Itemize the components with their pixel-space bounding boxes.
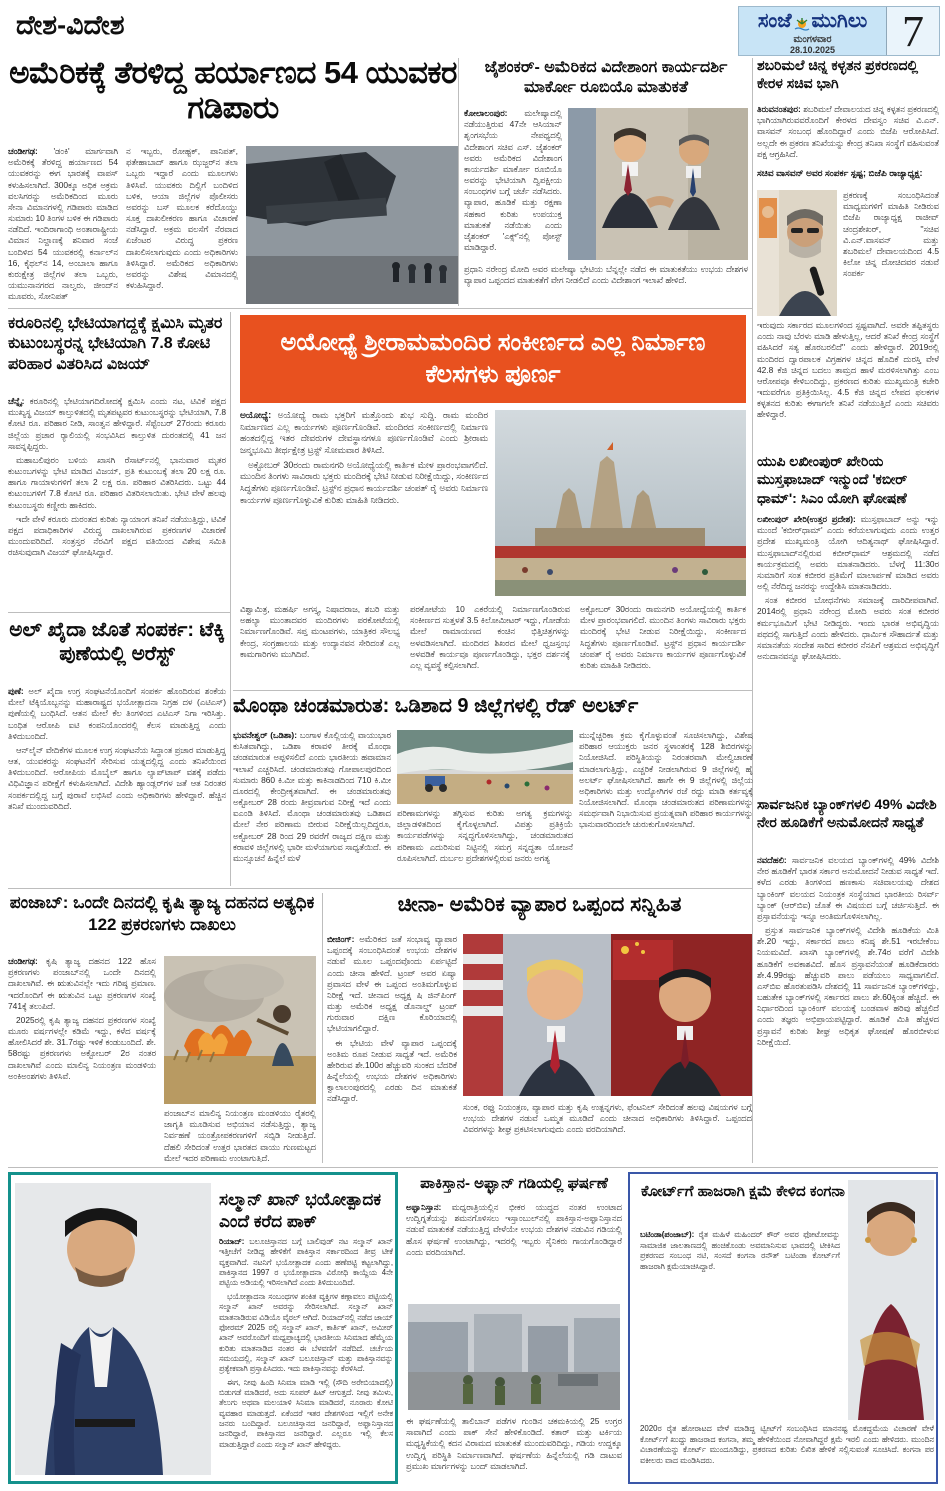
masthead bbox=[738, 6, 940, 56]
article-jaishankar-headline: ಜೈಶಂಕರ್- ಅಮೆರಿಕದ ವಿದೇಶಾಂಗ ಕಾರ್ಯದರ್ಶಿ ಮಾರ್ಕೋ ರೂಬಿಯೊ ಮಾತುಕತೆ bbox=[484, 59, 728, 97]
stubble-burning-photo bbox=[164, 956, 316, 1104]
article-kabir bbox=[757, 452, 939, 792]
article-ayodhya-body4: ಪರಕೋಟೆಯ 10 ಎಕರೆಯಲ್ಲಿ ನಿರ್ಮಾಣಗೊಂಡಿರುವ ಸಂಕೀರ್ಣದ ಸುತ್ತಳತೆ 3.5 ಕಿಲೋಮೀಟರ್ ಇದ್ದು, ಗೋಡೆಯ ಮೇಲೆ ರಾಮಾಯಣದ ಕಂಚಿನ ಭಿತ್ತಿಚಿತ್ರಗಳನ್ನು ಅಳವಡಿಸಲಾಗಿದೆ. ಮಂದಿರದ ಶಿಖರದ ಮೇಲೆ ಧ್ವಜಸ್ತಂಭ ಅಳವಡಿಕೆ ಕಾರ್ಯವೂ ಪೂರ್ಣಗೊಂಡಿದ್ದು, ಭಕ್ತರ ದರ್ಶನಕ್ಕೆ ಎಲ್ಲ ವ್ಯವಸ್ಥೆ ಕಲ್ಪಿಸಲಾಗಿದೆ. bbox=[410, 604, 570, 670]
article-salman-body bbox=[219, 1237, 393, 1475]
article-trade-headline: ಚೀನಾ- ಅಮೆರಿಕ ವ್ಯಾಪಾರ ಒಪ್ಪಂದ ಸನ್ನಿಹಿತ bbox=[397, 893, 682, 916]
article-punjab bbox=[8, 892, 316, 1164]
article-salman-body1: ಬಲೂಚಿಸ್ತಾನದ ಬಗ್ಗೆ ಬಾಲಿವುಡ್ ನಟ ಸಲ್ಮಾನ್ ಖಾನ್ ಇತ್ತೀಚೆಗೆ ನೀಡಿದ್ದ ಹೇಳಿಕೆಗೆ ಪಾಕಿಸ್ತಾನ ಸರ್ಕಾರದಿಂದ ತೀವ್ರ ಟೀಕೆ ವ್ಯಕ್ತವಾಗಿದೆ. ನಟನಿಗೆ ಭಯೋತ್ಪಾದಕ ಎಂದು ಹಣೆಪಟ್ಟಿ ಕಟ್ಟಲಾಗಿದ್ದು, ಪಾಕಿಸ್ತಾನದ 1997 ರ ಭಯೋತ್ಪಾದನಾ ವಿರೋಧಿ ಕಾಯ್ದೆಯ 4ನೇ ಪಟ್ಟಿಯ ಅಡಿಯಲ್ಲಿ ಇರಿಸಲಾಗಿದೆ ಎಂದು ತಿಳಿದುಬಂದಿದೆ. bbox=[219, 1237, 393, 1288]
article-kabir-body2: ಸಂತ ಕಬೀರರ ಬೋಧನೆಗಳು ಸಮಾಜಕ್ಕೆ ದಾರಿದೀಪವಾಗಿವೆ. 2014ರಲ್ಲಿ ಪ್ರಧಾನಿ ನರೇಂದ್ರ ಮೋದಿ ಅವರು ಸಂತ ಕಬೀರರ ಕರ್ಮಭೂಮಿಗೆ ಭೇಟಿ ನೀಡಿದ್ದರು. ಇಂದು ಭಾರತ ಅಭಿವೃದ್ಧಿಯ ಪಥದಲ್ಲಿ ಸಾಗುತ್ತಿದೆ ಎಂದು ಹೇಳಿದರು. ಧಾರ್ಮಿಕ ಸೌಹಾರ್ದತೆ ಮತ್ತು ಸಮಾನತೆಯ ಸಂದೇಶ ಸಾರಿದ ಕಬೀರರ ನೆನಪಿಗೆ ಆಶ್ರಮದ ಅಭಿವೃದ್ಧಿಗೆ ಅನುದಾನವನ್ನೂ ಘೋಷಿಸಿದರು. bbox=[757, 595, 939, 662]
article-cyclone-col3 bbox=[579, 730, 753, 884]
jaishankar-rubio-photo bbox=[568, 108, 748, 260]
deportees-plane-photo bbox=[246, 146, 458, 304]
article-sabarimala-dateline: ತಿರುವನಂತಪುರ: bbox=[757, 104, 801, 114]
masthead-day: ಮಂಗಳವಾರ bbox=[793, 34, 832, 45]
article-kangana-dateline: ಬಟಿಂಡಾ(ಪಂಜಾಬ್): bbox=[640, 1230, 695, 1239]
article-jaishankar-col1 bbox=[464, 108, 562, 260]
section-title: ದೇಶ-ವಿದೇಶ bbox=[16, 10, 125, 40]
article-vijay-headline: ಕರೂರಿನಲ್ಲಿ ಭೇಟಿಯಾಗದ್ದಕ್ಕೆ ಕ್ಷಮಿಸಿ ಮೃತರ ಕುಟುಂಬಸ್ಥರನ್ನ ಭೇಟಿಯಾಗಿ 7.8 ಕೋಟಿ ಪರಿಹಾರ ವಿತರಿಸಿದ ವಿಜಯ್ bbox=[8, 315, 223, 373]
article-punjab-headline: ಪಂಜಾಬ್: ಒಂದೇ ದಿನದಲ್ಲಿ ಕೃಷಿ ತ್ಯಾಜ್ಯ ದಹನದ ಅತ್ಯಧಿಕ 122 ಪ್ರಕರಣಗಳು ದಾಖಲು bbox=[9, 893, 315, 934]
article-border-clash-dateline: ಅಫ್ಘಾನಿಸ್ತಾನ: bbox=[406, 1202, 442, 1212]
article-banks-dateline: ನವದೆಹಲಿ: bbox=[757, 855, 787, 865]
article-border-clash bbox=[406, 1174, 622, 1484]
article-salman-body2: ಭಯೋತ್ಪಾದನಾ ಸಂಬಂಧಗಳ ಶಂಕಿತ ವ್ಯಕ್ತಿಗಳ ಕಣ್ಗಾವಲು ಪಟ್ಟಿಯಲ್ಲಿ ಸಲ್ಮಾನ್ ಖಾನ್ ಅವರನ್ನು ಸೇರಿಸಲಾಗಿದೆ. ಸಲ್ಮಾನ್ ಖಾನ್ ಮಾತನಾಡಿರುವ ವಿಡಿಯೊ ವೈರಲ್ ಆಗಿದೆ. ರಿಯಾದ್‌ನಲ್ಲಿ ನಡೆದ ಜಾಯ್ ಫೋರಮ್ 2025 ರಲ್ಲಿ ಸಲ್ಮಾನ್ ಖಾನ್, ಕಾರ್ತಿಕ್ ಖಾನ್, ಅಮೀರ್ ಖಾನ್ ಅವರೊಂದಿಗೆ ಮಧ್ಯಪ್ರಾಚ್ಯದಲ್ಲಿ ಭಾರತೀಯ ಸಿನಿಮಾದ ಹೆಮ್ಮೆಯ ಕುರಿತು ಮಾತನಾಡಿದ ನಂತರ ಈ ಬೆಳವಣಿಗೆ ನಡೆದಿದೆ. ಚರ್ಚೆಯ ಸಮಯದಲ್ಲಿ, ಸಲ್ಮಾನ್ ಖಾನ್ ಬಲೂಚಿಸ್ತಾನ್ ಮತ್ತು ಪಾಕಿಸ್ತಾನವನ್ನು ಪ್ರತ್ಯೇಕವಾಗಿ ಪ್ರಸ್ತಾಪಿಸಿದರು. ಇದು ಪಾಕಿಸ್ತಾನವನ್ನು ಕೆರಳಿಸಿದೆ. bbox=[219, 1291, 393, 1374]
article-kangana-body2: 2020ರ ರೈತ ಹೋರಾಟದ ವೇಳೆ ಮಾಡಿದ್ದ ಟ್ವೀಟ್‌ಗೆ ಸಂಬಂಧಿಸಿದ ಮಾನನಷ್ಟ ಮೊಕದ್ದಮೆಯ ವಿಚಾರಣೆ ವೇಳೆ ಕೋರ್ಟ್‌ಗೆ ಖುದ್ದು ಹಾಜರಾದ ಕಂಗನಾ, ತಮ್ಮ ಹೇಳಿಕೆಯಿಂದ ನೋವಾಗಿದ್ದರೆ ಕ್ಷಮೆ ಇರಲಿ ಎಂದು ಹೇಳಿದರು. ಮುಂದಿನ ವಿಚಾರಣೆಯನ್ನು ಕೋರ್ಟ್ ಮುಂದೂಡಿದ್ದು, ಪ್ರಕರಣದ ಕುರಿತು ಲಿಖಿತ ಹೇಳಿಕೆ ಸಲ್ಲಿಸುವಂತೆ ಸೂಚಿಸಿದೆ. ಕಂಗನಾ ಪರ ವಕೀಲರು ವಾದ ಮಂಡಿಸಿದರು. bbox=[640, 1424, 934, 1465]
article-trade-col1 bbox=[327, 934, 457, 1162]
article-deport-body2: ನ ಇಬ್ಬರು, ರೋಹ್ಟಕ್, ಪಾನಿಪತ್, ಫತೇಹಾಬಾದ್ ಹಾಗೂ ಝಜ್ಜರ್‌ನ ತಲಾ ಒಬ್ಬರು ಇದ್ದಾರೆ ಎಂದು ಮೂಲಗಳು ತಿಳಿಸಿವೆ. ಯುವಕರು ದಿಲ್ಲಿಗೆ ಬಂದಿಳಿದ ಬಳಿಕ, ಆಯಾ ಜಿಲ್ಲೆಗಳ ಪೊಲೀಸರು ಅವರನ್ನು ಬಸ್ ಮೂಲಕ ಕರೆದೊಯ್ದು ಸೂಕ್ತ ದಾಖಲೀಕರಣ ಹಾಗೂ ವಿಚಾರಣೆ ನಡೆಸಿದ್ದಾರೆ. ಅಕ್ರಮ ವಲಸೆಗೆ ನೆರವಾದ ಏಜೆಂಟರ ವಿರುದ್ಧ ಪ್ರಕರಣ ದಾಖಲಿಸಲಾಗುವುದು ಎಂದು ಅಧಿಕಾರಿಗಳು ತಿಳಿಸಿದ್ದಾರೆ. ಅಮೆರಿಕದ ಅಧಿಕಾರಿಗಳು ಅವರನ್ನು ವಿಶೇಷ ವಿಮಾನದಲ್ಲಿ ಕಳುಹಿಸಿದ್ದಾರೆ. bbox=[126, 146, 238, 291]
article-alqaeda-body2: ಆನ್‌ಲೈನ್ ವೇದಿಕೆಗಳ ಮೂಲಕ ಉಗ್ರ ಸಂಘಟನೆಯ ಸಿದ್ಧಾಂತ ಪ್ರಚಾರ ಮಾಡುತ್ತಿದ್ದ ಆತ, ಯುವಕರನ್ನು ಸಂಘಟನೆಗೆ ಸೇರಿಸುವ ಯತ್ನದಲ್ಲಿದ್ದ ಎಂದು ತನಿಖೆಯಿಂದ ತಿಳಿದುಬಂದಿದೆ. ಆರೋಪಿಯ ಮೊಬೈಲ್ ಹಾಗೂ ಲ್ಯಾಪ್‌ಟಾಪ್ ವಶಕ್ಕೆ ಪಡೆದು ವಿಧಿವಿಜ್ಞಾನ ಪರೀಕ್ಷೆಗೆ ಕಳುಹಿಸಲಾಗಿದೆ. ವಿದೇಶಿ ಹ್ಯಾಂಡ್ಲರ್‌ಗಳ ಜತೆ ಆತ ನಿರಂತರ ಸಂಪರ್ಕದಲ್ಲಿದ್ದ ಬಗ್ಗೆ ಪುರಾವೆ ಲಭಿಸಿವೆ ಎಂದು ಅಧಿಕಾರಿಗಳು ಹೇಳಿದ್ದಾರೆ. ಹೆಚ್ಚಿನ ತನಿಖೆ ಮುಂದುವರಿದಿದೆ. bbox=[8, 744, 226, 811]
article-vijay-body bbox=[8, 396, 226, 610]
article-sabarimala-body3: ಇರುವುದು ಸರ್ಕಾರದ ಮೂಲಗಳಿಂದ ಸ್ಪಷ್ಟವಾಗಿದೆ. ಅವರೇ ತಪ್ಪಿತಸ್ಥರು ಎಂದು ನಾವು ಬೆರಳು ಮಾಡಿ ಹೇಳುತ್ತಿಲ್ಲ, ಆದರೆ ತನಿಖೆ ಕೇಂದ್ರ ಸಂಸ್ಥೆಗೆ ವಹಿಸಿದರೆ ಸತ್ಯ ಹೊರಬರಲಿದೆ'' ಎಂದು ಹೇಳಿದ್ದಾರೆ. 2019ರಲ್ಲಿ ಮಂದಿರದ ದ್ವಾರಪಾಲಕ ವಿಗ್ರಹಗಳ ಚಿನ್ನದ ಹೊದಿಕೆ ದುರಸ್ತಿ ವೇಳೆ 42.8 ಕೆಜಿ ಚಿನ್ನದ ಬದಲು ತಾಮ್ರದ ಹಾಳೆ ಮರಳಿಸಲಾಗಿತ್ತು ಎಂಬ ಆರೋಪವೂ ಕೇಳಿಬಂದಿದ್ದು, ಪ್ರಕರಣದ ಕುರಿತು ಮುಖ್ಯಮಂತ್ರಿ ಕಚೇರಿ ಇದುವರೆಗೂ ಪ್ರತಿಕ್ರಿಯಿಸಿಲ್ಲ. 4.5 ಕೆಜಿ ಚಿನ್ನದ ಲೇಪದ ಫಲಕಗಳ ಕಳ್ಳತನದ ಕುರಿತು ಈಗಾಗಲೇ ತನಿಖೆ ನಡೆಯುತ್ತಿದೆ ಎಂದು ಸಚಿವರು ಹೇಳಿದ್ದಾರೆ. bbox=[757, 320, 939, 420]
minister-press-photo bbox=[757, 190, 837, 316]
article-trade-body2: ಈ ಭೇಟಿಯ ವೇಳೆ ವ್ಯಾಪಾರ ಒಪ್ಪಂದಕ್ಕೆ ಅಂತಿಮ ರೂಪ ನೀಡುವ ಸಾಧ್ಯತೆ ಇದೆ. ಅಮೆರಿಕ ಹೇರಿರುವ ಶೇ.100ರ ಹೆಚ್ಚುವರಿ ಸುಂಕದ ಬೆದರಿಕೆ ಹಿನ್ನೆಲೆಯಲ್ಲಿ ಉಭಯ ದೇಶಗಳ ಅಧಿಕಾರಿಗಳು ಕ್ವಾಲಾಲಂಪುರದಲ್ಲಿ ಎರಡು ದಿನ ಮಾತುಕತೆ ನಡೆಸಿದ್ದಾರೆ. bbox=[327, 1037, 457, 1104]
article-kabir-body1: ಮುಸ್ತಫಾಬಾದ್ ಅನ್ನು ಇನ್ನು ಮುಂದೆ 'ಕಬೀರ್‌ಧಾಮ್' ಎಂದು ಕರೆಯಲಾಗುವುದು ಎಂದು ಉತ್ತರ ಪ್ರದೇಶ ಮುಖ್ಯಮಂತ್ರಿ ಯೋಗಿ ಆದಿತ್ಯನಾಥ್ ಘೋಷಿಸಿದ್ದಾರೆ. ಮುಸ್ತಫಾಬಾದ್‌ನಲ್ಲಿರುವ ಕಬೀರ್‌ಧಾಮ್ ಆಶ್ರಮದಲ್ಲಿ ನಡೆದ ಕಾರ್ಯಕ್ರಮದಲ್ಲಿ ಅವರು ಮಾತನಾಡಿದರು. ಬೆಳಗ್ಗೆ 11:30ರ ಸುಮಾರಿಗೆ ಸಂತ ಕಬೀರರ ಪ್ರತಿಮೆಗೆ ಮಾಲಾರ್ಪಣೆ ಮಾಡಿದ ಅವರು ಅಲ್ಲಿ ನೆರೆದಿದ್ದ ಜನರನ್ನು ಉದ್ದೇಶಿಸಿ ಮಾತನಾಡಿದರು. bbox=[757, 514, 939, 592]
border-soldiers-photo bbox=[408, 1304, 620, 1410]
article-cyclone bbox=[233, 694, 753, 886]
article-ayodhya-body3: ವಿಶ್ವಾಮಿತ್ರ, ಮಹರ್ಷಿ ಅಗಸ್ತ್ಯ, ನಿಷಾದರಾಜ, ಶಬರಿ ಮತ್ತು ಅಹಲ್ಯಾ ಮುಂತಾದವರ ಮಂದಿರಗಳು ಪರಕೋಟೆಯಲ್ಲಿ ನಿರ್ಮಾಣಗೊಂಡಿವೆ. ಸಪ್ತ ಮಂಟಪಗಳು, ಯಾತ್ರಿಕರ ಸೌಲಭ್ಯ ಕೇಂದ್ರ, ಸಂಗ್ರಹಾಲಯ ಮತ್ತು ಉದ್ಯಾನವನ ಸೇರಿದಂತೆ ಎಲ್ಲ ಕಾಮಗಾರಿಗಳು ಮುಗಿದಿವೆ. bbox=[240, 604, 400, 659]
divider bbox=[230, 312, 231, 886]
article-cyclone-body3: ಮುನ್ನೆಚ್ಚರಿಕಾ ಕ್ರಮ ಕೈಗೊಳ್ಳುವಂತೆ ಸೂಚಿಸಲಾಗಿದ್ದು, ವಿಶೇಷ ಪರಿಹಾರ ಆಯುಕ್ತರು ಜನರ ಸ್ಥಳಾಂತರಕ್ಕೆ 128 ಶಿಬಿರಗಳನ್ನು ನಿಯೋಜಿಸಿದೆ. ಪರಿಸ್ಥಿತಿಯನ್ನು ನಿರಂತರವಾಗಿ ಮೇಲ್ವಿಚಾರಣೆ ಮಾಡಲಾಗುತ್ತಿದ್ದು, ಎಚ್ಚರಿಕೆ ನೀಡಲಾಗಿರುವ 9 ಜಿಲ್ಲೆಗಳಲ್ಲಿ ಹೈ ಅಲರ್ಟ್ ಘೋಷಿಸಲಾಗಿದೆ. ಹಾಗೇ ಈ 9 ಜಿಲ್ಲೆಗಳಲ್ಲಿ ಜಿಲ್ಲೆಯ ಅಧಿಕಾರಿಗಳು ಮತ್ತು ಉದ್ಯೋಗಿಗಳ ರಜೆ ರದ್ದು ಮಾಡಿ ಕರ್ತವ್ಯಕ್ಕೆ ನಿಯೋಜಿಸಲಾಗಿದೆ. ಮೊಂಥಾ ಚಂಡಮಾರುತದ ಪರಿಣಾಮಗಳನ್ನು ಸಮರ್ಥವಾಗಿ ನಿಭಾಯಿಸುವ ಪ್ರಯತ್ನವಾಗಿ ಪರಿಹಾರ ಕಾರ್ಯಗಳನ್ನು ಭಾನುವಾರದಿಂದಲೇ ಚುರುಕುಗೊಳಿಸಲಾಗಿದೆ. bbox=[579, 730, 753, 830]
article-deport-dateline: ಚಂಡೀಗಢ: bbox=[8, 146, 38, 156]
article-salman bbox=[8, 1172, 398, 1484]
article-vijay-body1: ಕರೂರಿನಲ್ಲಿ ಭೇಟಿಯಾಗದಿರೋದಕ್ಕೆ ಕ್ಷಮಿಸಿ ಎಂದು ನಟ, ಟಿವಿಕೆ ಪಕ್ಷದ ಮುಖ್ಯಸ್ಥ ವಿಜಯ್ ಕಾಲ್ತುಳಿತದಲ್ಲಿ ಮೃತಪಟ್ಟವರ ಕುಟುಂಬಸ್ಥರನ್ನು ಭೇಟಿಯಾಗಿ, 7.8 ಕೋಟಿ ರೂ. ಪರಿಹಾರ ನೀಡಿ, ಸಾಂತ್ವನ ಹೇಳಿದ್ದಾರೆ. ಸೆಪ್ಟೆಂಬರ್ 27ರಂದು ಕರೂರು ಜಿಲ್ಲೆಯ ಪ್ರಚಾರ ರ‍್ಯಾಲಿಯಲ್ಲಿ ಸಂಭವಿಸಿದ ಕಾಲ್ತುಳಿತ ದುರಂತದಲ್ಲಿ 41 ಜನ ಸಾವನ್ನಪ್ಪಿದ್ದರು. bbox=[8, 396, 226, 451]
article-vijay-body2: ಮಹಾಬಲಿಪುರಂ ಬಳಿಯ ಖಾಸಗಿ ರೆಸಾರ್ಟ್‌ನಲ್ಲಿ ಭಾನುವಾರ ಮೃತರ ಕುಟುಂಬಗಳನ್ನು ಭೇಟಿ ಮಾಡಿದ ವಿಜಯ್, ಪ್ರತಿ ಕುಟುಂಬಕ್ಕೆ ತಲಾ 20 ಲಕ್ಷ ರೂ. ಹಾಗೂ ಗಾಯಾಳುಗಳಿಗೆ ತಲಾ 2 ಲಕ್ಷ ರೂ. ಪರಿಹಾರ ವಿತರಿಸಿದರು. ಒಟ್ಟು 44 ಕುಟುಂಬಗಳಿಗೆ 7.8 ಕೋಟಿ ರೂ. ಪರಿಹಾರ ವಿತರಿಸಲಾಯಿತು. ಭೇಟಿ ವೇಳೆ ಹಲವು ಕುಟುಂಬಸ್ಥರು ಕಣ್ಣೀರು ಹಾಕಿದರು. bbox=[8, 454, 226, 510]
article-trade-dateline: ಬೀಜಿಂಗ್: bbox=[327, 934, 355, 944]
article-jaishankar-body1: ಮಲೇಷ್ಯಾದಲ್ಲಿ ನಡೆಯುತ್ತಿರುವ 47ನೇ ಆಸಿಯಾನ್ ಶೃಂಗಸಭೆಯ ನೇಪಥ್ಯದಲ್ಲಿ ವಿದೇಶಾಂಗ ಸಚಿವ ಎಸ್. ಜೈಶಂಕರ್ ಅವರು ಅಮೆರಿಕದ ವಿದೇಶಾಂಗ ಕಾರ್ಯದರ್ಶಿ ಮಾರ್ಕೋ ರೂಬಿಯೊ ಅವರನ್ನು ಭೇಟಿಯಾಗಿ ದ್ವಿಪಕ್ಷೀಯ ಸಂಬಂಧಗಳ ಬಗ್ಗೆ ಚರ್ಚೆ ನಡೆಸಿದರು. ವ್ಯಾಪಾರ, ಹೂಡಿಕೆ ಮತ್ತು ರಕ್ಷಣಾ ಸಹಕಾರ ಕುರಿತು ಉಪಯುಕ್ತ ಮಾತುಕತೆ ನಡೆಯಿತು ಎಂದು ಜೈಶಂಕರ್ 'ಎಕ್ಸ್'ನಲ್ಲಿ ಪೋಸ್ಟ್ ಮಾಡಿದ್ದಾರೆ. bbox=[464, 108, 562, 253]
article-border-clash-body1: ಮಧ್ಯರಾತ್ರಿಯಲ್ಲಿನ ಭೀಕರ ಯುದ್ಧದ ನಂತರ ಉಂಟಾದ ಉದ್ವಿಗ್ನತೆಯನ್ನು ಶಮನಗೊಳಿಸಲು ಇಸ್ತಾಂಬುಲ್‌ನಲ್ಲಿ ಪಾಕಿಸ್ತಾನ-ಅಫ್ಘಾನಿಸ್ತಾನದ ನಡುವೆ ಮಾತುಕತೆ ನಡೆಯುತ್ತಿದ್ದ ವೇಳೆಯೇ ಉಭಯ ದೇಶಗಳ ನಡುವಿನ ಗಡಿಯಲ್ಲಿ ಹೊಸ ಘರ್ಷಣೆ ಉಂಟಾಗಿದ್ದು, ಇದರಲ್ಲಿ ಇಬ್ಬರು ಸೈನಿಕರು ಗಾಯಗೊಂಡಿದ್ದಾರೆ ಎಂದು ವರದಿಯಾಗಿದೆ. bbox=[406, 1202, 622, 1257]
article-vijay-body3: ಇದೇ ವೇಳೆ ಕರೂರು ದುರಂತದ ಕುರಿತು ನ್ಯಾಯಾಂಗ ತನಿಖೆ ನಡೆಯುತ್ತಿದ್ದು, ಟಿವಿಕೆ ಪಕ್ಷದ ಪದಾಧಿಕಾರಿಗಳ ವಿರುದ್ಧ ದಾಖಲಾಗಿರುವ ಪ್ರಕರಣಗಳ ವಿಚಾರಣೆ ಮುಂದುವರಿದಿದೆ. ಸಂತ್ರಸ್ತರ ನೆರವಿಗೆ ಪಕ್ಷದ ವತಿಯಿಂದ ವಿಶೇಷ ಸಮಿತಿ ರಚಿಸುವುದಾಗಿ ವಿಜಯ್ ಘೋಷಿಸಿದ್ದಾರೆ. bbox=[8, 513, 226, 558]
ram-mandir-photo bbox=[495, 410, 746, 596]
article-cyclone-body2: ಪರಿಣಾಮಗಳನ್ನು ತಗ್ಗಿಸುವ ಕುರಿತು ಅಗತ್ಯ ಕ್ರಮಗಳನ್ನು ಜಿಲ್ಲಾಡಳಿತದಿಂದ ಕೈಗೊಳ್ಳಲಾಗಿದೆ. ವಿಪತ್ತು ಪ್ರತಿಕ್ರಿಯೆ ಕಾರ್ಯಪಡೆಗಳನ್ನು ಸನ್ನದ್ಧಗೊಳಿಸಲಾಗಿದ್ದು, ಚಂಡಮಾರುತದ ಪರಿಣಾಮ ಎದುರಿಸುವ ನಿಟ್ಟಿನಲ್ಲಿ ಸಮಗ್ರ ಸನ್ನದ್ಧತಾ ಯೋಜನೆ ರೂಪಿಸಲಾಗಿದೆ. ದುರ್ಬಲ ಪ್ರದೇಶಗಳಲ್ಲಿರುವ ಜನರು ಅಗತ್ಯ bbox=[397, 808, 573, 863]
article-trade-bottom bbox=[463, 1102, 752, 1162]
kangana-photo bbox=[848, 1180, 934, 1420]
divider bbox=[8, 1167, 938, 1168]
article-alqaeda-body1: ಅಲ್ ಖೈದಾ ಉಗ್ರ ಸಂಘಟನೆಯೊಂದಿಗೆ ಸಂಪರ್ಕ ಹೊಂದಿರುವ ಶಂಕೆಯ ಮೇಲೆ ಟೆಕ್ಕಿಯೊಬ್ಬನನ್ನು ಮಹಾರಾಷ್ಟ್ರದ ಭಯೋತ್ಪಾದನಾ ನಿಗ್ರಹ ದಳ (ಎಟಿಎಸ್) ಪುಣೆಯಲ್ಲಿ ಬಂಧಿಸಿದೆ. ಆತನ ಮೇಲೆ ಕೆಲ ತಿಂಗಳಿಂದ ಎಟಿಎಸ್ ನಿಗಾ ಇರಿಸಿತ್ತು. ಬಂಧಿತ ಆರೋಪಿ ಐಟಿ ಕಂಪನಿಯೊಂದರಲ್ಲಿ ಕೆಲಸ ಮಾಡುತ್ತಿದ್ದ ಎಂದು ತಿಳಿದುಬಂದಿದೆ. bbox=[8, 686, 226, 741]
article-punjab-body3: ಪಂಜಾಬ್‌ನ ಮಾಲಿನ್ಯ ನಿಯಂತ್ರಣ ಮಂಡಳಿಯು ರೈತರಲ್ಲಿ ಜಾಗೃತಿ ಮೂಡಿಸುವ ಅಭಿಯಾನ ನಡೆಸುತ್ತಿದ್ದು, ತ್ಯಾಜ್ಯ ನಿರ್ವಹಣೆ ಯಂತ್ರೋಪಕರಣಗಳಿಗೆ ಸಬ್ಸಿಡಿ ನೀಡುತ್ತಿದೆ. ದೆಹಲಿ ಸೇರಿದಂತೆ ಉತ್ತರ ಭಾರತದ ವಾಯು ಗುಣಮಟ್ಟದ ಮೇಲೆ ಇದರ ಪರಿಣಾಮ ಉಂಟಾಗುತ್ತಿದೆ. bbox=[164, 1108, 316, 1162]
article-ayodhya-body5: ಅಕ್ಟೋಬರ್ 30ರಂದು ರಾಮನಗರಿ ಅಯೋಧ್ಯೆಯಲ್ಲಿ ಕಾರ್ತಿಕ ಮೇಳ ಪ್ರಾರಂಭವಾಗಲಿದೆ. ಮುಂದಿನ ತಿಂಗಳು ಸಾವಿರಾರು ಭಕ್ತರು ಮಂದಿರಕ್ಕೆ ಭೇಟಿ ನೀಡುವ ನಿರೀಕ್ಷೆಯಿದ್ದು, ಸಂಕೀರ್ಣದ ಸಿದ್ಧತೆಗಳು ಪೂರ್ಣಗೊಂಡಿವೆ. ಟ್ರಸ್ಟ್‌ನ ಪ್ರಧಾನ ಕಾರ್ಯದರ್ಶಿ ಚಂಪತ್ ರೈ ಅವರು ನಿರ್ಮಾಣ ಕಾರ್ಯಗಳ ಪೂರ್ಣಗೊಳ್ಳುವಿಕೆ ಕುರಿತು ಮಾಹಿತಿ ನೀಡಿದರು. bbox=[580, 604, 746, 670]
divider bbox=[322, 893, 323, 1163]
article-deport-col2 bbox=[126, 146, 238, 304]
article-sabarimala-beside-photo bbox=[843, 190, 939, 316]
article-salman-body3: ಈಗ, ನೀವು ಹಿಂದಿ ಸಿನಿಮಾ ಮಾಡಿ ಇಲ್ಲಿ (ಸೌದಿ ಅರೇಬಿಯಾದಲ್ಲಿ) ಬಿಡುಗಡೆ ಮಾಡಿದರೆ, ಅದು ಸೂಪರ್ ಹಿಟ್ ಆಗುತ್ತದೆ. ನೀವು ತಮಿಳು, ತೆಲುಗು ಅಥವಾ ಮಲಯಾಳಿ ಸಿನಿಮಾ ಮಾಡಿದರೆ, ನೂರಾರು ಕೋಟಿ ವ್ಯವಹಾರ ಮಾಡುತ್ತದೆ. ಏಕೆಂದರೆ ಇತರ ದೇಶಗಳಿಂದ ಇಲ್ಲಿಗೆ ಅನೇಕ ಜನರು ಬಂದಿದ್ದಾರೆ. ಬಲೂಚಿಸ್ತಾನದ ಜನರಿದ್ದಾರೆ, ಅಫ್ಘಾನಿಸ್ತಾನದ ಜನರಿದ್ದಾರೆ, ಪಾಕಿಸ್ತಾನದ ಜನರಿದ್ದಾರೆ. ಎಲ್ಲರೂ ಇಲ್ಲಿ ಕೆಲಸ ಮಾಡುತ್ತಿದ್ದಾರೆ ಎಂದು ಸಲ್ಮಾನ್ ಖಾನ್ ಹೇಳಿದ್ದರು. bbox=[219, 1377, 393, 1449]
article-alqaeda-body bbox=[8, 686, 226, 882]
divider bbox=[8, 888, 752, 889]
article-sabarimala-body2: ಪ್ರಕರಣಕ್ಕೆ ಸಂಬಂಧಿಸಿದಂತೆ ಮಾಧ್ಯಮಗಳಿಗೆ ಮಾಹಿತಿ ನೀಡಿರುವ ಬಿಜೆಪಿ ರಾಜ್ಯಾಧ್ಯಕ್ಷ ರಾಜೀವ್ ಚಂದ್ರಶೇಖರ್, ''ಸಚಿವ ವಿ.ಎನ್.ವಾಸವನ್ ಮತ್ತು ಶಬರಿಮಲೆ ದೇವಾಲಯದಿಂದ 4.5 ಕಿಲೋ ಚಿನ್ನ ದೋಚಿದವರ ನಡುವೆ ಸಂಪರ್ಕ bbox=[843, 190, 939, 279]
article-ayodhya-body2: ಅಕ್ಟೋಬರ್ 30ರಂದು ರಾಮನಗರಿ ಅಯೋಧ್ಯೆಯಲ್ಲಿ ಕಾರ್ತಿಕ ಮೇಳ ಪ್ರಾರಂಭವಾಗಲಿದೆ. ಮುಂದಿನ ತಿಂಗಳು ಸಾವಿರಾರು ಭಕ್ತರು ಮಂದಿರಕ್ಕೆ ಭೇಟಿ ನೀಡುವ ನಿರೀಕ್ಷೆಯಿದ್ದು, ಸಂಕೀರ್ಣದ ಸಿದ್ಧತೆಗಳು ಪೂರ್ಣಗೊಂಡಿವೆ. ಟ್ರಸ್ಟ್‌ನ ಪ್ರಧಾನ ಕಾರ್ಯದರ್ಶಿ ಚಂಪತ್ ರೈ ಅವರು ನಿರ್ಮಾಣ ಕಾರ್ಯಗಳ ಪೂರ್ಣಗೊಳ್ಳುವಿಕೆ ಕುರಿತು ಮಾಹಿತಿ ನೀಡಿದರು. bbox=[240, 459, 488, 505]
trump-xi-photo bbox=[463, 934, 752, 1096]
article-banks-body bbox=[757, 855, 939, 1161]
masthead-main bbox=[739, 7, 886, 55]
article-deport-body1: 'ಡಂಕಿ' ಮಾರ್ಗವಾಗಿ ಅಮೆರಿಕಕ್ಕೆ ತೆರಳಿದ್ದ ಹರ್ಯಾಣದ 54 ಯುವಕರನ್ನು ಈಗ ಭಾರತಕ್ಕೆ ವಾಪಸ್ ಕಳುಹಿಸಲಾಗಿದೆ. 300ಕ್ಕೂ ಅಧಿಕ ಅಕ್ರಮ ವಲಸಿಗರನ್ನು ಅಮೆರಿಕದಿಂದ ಮೂರು ಸೇನಾ ವಿಮಾನಗಳಲ್ಲಿ ಗಡಿಪಾರು ಮಾಡಿದ ಸುಮಾರು 10 ತಿಂಗಳ ಬಳಿಕ ಈ ಗಡಿಪಾರು ನಡೆದಿದೆ. ಇಂದಿರಾಗಾಂಧಿ ಅಂತಾರಾಷ್ಟ್ರೀಯ ವಿಮಾನ ನಿಲ್ದಾಣಕ್ಕೆ ಶನಿವಾರ ಸಂಜೆ ಬಂದಿಳಿದ 54 ಯುವಕರಲ್ಲಿ ಕರ್ನಾಲ್‌ನ 16, ಕೈಥಲ್‌ನ 14, ಅಂಬಾಲಾ ಹಾಗೂ ಕುರುಕ್ಷೇತ್ರ ಜಿಲ್ಲೆಗಳ ತಲಾ ಒಬ್ಬರು, ಯಮುನಾನಗರದ ನಾಲ್ವರು, ಜೀಂದ್‌ನ ಮೂವರು, ಸೋನಿಪತ್ bbox=[8, 146, 118, 302]
article-ayodhya-bcol3 bbox=[580, 604, 746, 686]
article-ayodhya-dateline: ಅಯೋಧ್ಯೆ: bbox=[240, 410, 272, 420]
article-cyclone-body1: ಬಂಗಾಳ ಕೊಲ್ಲಿಯಲ್ಲಿ ವಾಯುಭಾರ ಕುಸಿತವಾಗಿದ್ದು, ಒಡಿಶಾ ಕರಾವಳಿ ತೀರಕ್ಕೆ ಮೊಂಥಾ ಚಂಡಮಾರುತ ಅಪ್ಪಳಿಸಲಿದೆ ಎಂದು ಭಾರತೀಯ ಹವಾಮಾನ ಇಲಾಖೆ ಎಚ್ಚರಿಸಿದೆ. ಚಂಡಮಾರುತವು ಗೋಪಾಲಪುರದಿಂದ ಸುಮಾರು 860 ಕಿ.ಮೀ ಮತ್ತು ಕಾಕಿನಾಡದಿಂದ 710 ಕಿ.ಮೀ ದೂರದಲ್ಲಿ ಕೇಂದ್ರೀಕೃತವಾಗಿದೆ. ಈ ಚಂಡಮಾರುತವು ಅಕ್ಟೋಬರ್ 28 ರಂದು ತೀವ್ರವಾಗುವ ನಿರೀಕ್ಷೆ ಇದೆ ಎಂದು ಐಎಂಡಿ ತಿಳಿಸಿದೆ. ಮೊಂಥಾ ಚಂಡಮಾರುತವು ಒಡಿಶಾದ ಮೇಲೆ ನೇರ ಪರಿಣಾಮ ಬೀರುವ ನಿರೀಕ್ಷೆಯಿಲ್ಲದಿದ್ದರೂ, ಅಕ್ಟೋಬರ್ 28 ರಿಂದ 29 ರವರೆಗೆ ರಾಜ್ಯದ ದಕ್ಷಿಣ ಮತ್ತು ಕರಾವಳಿ ಜಿಲ್ಲೆಗಳಲ್ಲಿ ಭಾರೀ ಮಳೆಯಾಗುವ ಸಾಧ್ಯತೆಯಿದೆ. ಈ ಮುನ್ಸೂಚನೆ ಹಿನ್ನೆಲೆ ಮಳೆ bbox=[233, 730, 391, 863]
masthead-date: 28.10.2025 bbox=[789, 45, 836, 55]
article-cyclone-dateline: ಭುವನೇಶ್ವರ್ (ಒಡಿಶಾ): bbox=[233, 730, 298, 740]
masthead-title-right: ಮುಗಿಲು bbox=[811, 10, 868, 32]
article-ayodhya-body1: ಅಯೋಧ್ಯೆ ರಾಮ ಭಕ್ತರಿಗೆ ಮತ್ತೊಂದು ಶುಭ ಸುದ್ದಿ. ರಾಮ ಮಂದಿರ ನಿರ್ಮಾಣದ ಎಲ್ಲ ಕಾರ್ಯಗಳು ಪೂರ್ಣಗೊಂಡಿವೆ. ಮಂದಿರದ ಸಂಕೀರ್ಣದಲ್ಲಿ ನಿರ್ಮಾಣ ಹಂತದಲ್ಲಿದ್ದ ಇತರ ದೇವರುಗಳ ದೇವಸ್ಥಾನಗಳೂ ಪೂರ್ಣಗೊಂಡಿವೆ ಎಂದು ಶ್ರೀರಾಮ ಜನ್ಮಭೂಮಿ ತೀರ್ಥಕ್ಷೇತ್ರ ಟ್ರಸ್ಟ್ ಸೋಮವಾರ ತಿಳಿಸಿದೆ. bbox=[240, 410, 488, 456]
divider bbox=[458, 58, 459, 306]
article-banks bbox=[757, 795, 939, 1163]
sun-palm-icon bbox=[794, 15, 810, 29]
article-vijay bbox=[8, 314, 226, 610]
divider bbox=[8, 308, 752, 309]
masthead-title-left: ಸಂಜೆ bbox=[757, 10, 792, 32]
article-border-clash-headline: ಪಾಕಿಸ್ತಾನ- ಅಫ್ಘಾನ್ ಗಡಿಯಲ್ಲಿ ಘರ್ಷಣೆ bbox=[420, 1175, 608, 1192]
article-ayodhya-headline: ಅಯೋಧ್ಯೆ ಶ್ರೀರಾಮಮಂದಿರ ಸಂಕೀರ್ಣದ ಎಲ್ಲ ನಿರ್ಮಾಣ ಕೆಲಸಗಳು ಪೂರ್ಣ bbox=[240, 315, 746, 403]
divider bbox=[233, 690, 752, 691]
article-deport-headline: ಅಮೆರಿಕಕ್ಕೆ ತೆರಳಿದ್ದ ಹರ್ಯಾಣದ 54 ಯುವಕರ ಗಡಿಪಾರು bbox=[9, 55, 457, 125]
article-salman-dateline: ರಿಯಾದ್: bbox=[219, 1237, 245, 1246]
article-kabir-body bbox=[757, 514, 939, 790]
article-ayodhya-bcol2 bbox=[410, 604, 570, 686]
article-punjab-body2: 2025ರಲ್ಲಿ ಕೃಷಿ ತ್ಯಾಜ್ಯ ದಹನದ ಪ್ರಕರಣಗಳ ಸಂಖ್ಯೆ ಮೂರು ವರ್ಷಗಳಲ್ಲೇ ಕಡಿಮೆ ಇದ್ದು, ಕಳೆದ ವರ್ಷಕ್ಕೆ ಹೋಲಿಸಿದರೆ ಶೇ. 31.7ರಷ್ಟು ಇಳಿಕೆ ಕಂಡುಬಂದಿದೆ. ಶೇ. 58ರಷ್ಟು ಪ್ರಕರಣಗಳು ಅಕ್ಟೋಬರ್ 2ರ ನಂತರ ದಾಖಲಾಗಿವೆ ಎಂದು ಮಾಲಿನ್ಯ ನಿಯಂತ್ರಣ ಮಂಡಳಿಯ ಅಂಕಿಅಂಶಗಳು ತಿಳಿಸಿವೆ. bbox=[8, 1014, 156, 1081]
article-kangana-bottom bbox=[640, 1424, 934, 1480]
article-deport-col1 bbox=[8, 146, 118, 304]
salman-khan-photo bbox=[15, 1183, 211, 1475]
article-kangana-body1: ರೈತ ಮಹಿಳೆ ಮಹಿಂದರ್ ಕೌರ್ ಅವರ ಫೋಟೋವನ್ನು ಸಾಮಾಜಿಕ ಜಾಲತಾಣದಲ್ಲಿ ಹಂಚಿಕೊಂಡು ಅವಮಾನಿಸುವ ಭಾವದಲ್ಲಿ ಟೀಕಿಸಿದ ಪ್ರಕರಣದ ಸಂಬಂಧ ನಟಿ, ಸಂಸದೆ ಕಂಗನಾ ರನೌತ್ ಬಟಿಂಡಾ ಕೋರ್ಟ್‌ಗೆ ಹಾಜರಾಗಿ ಕ್ಷಮೆಯಾಚಿಸಿದ್ದಾರೆ. bbox=[640, 1230, 840, 1271]
article-sabarimala bbox=[757, 56, 939, 456]
article-alqaeda-headline: ಅಲ್ ಖೈದಾ ಜೊತೆ ಸಂಪರ್ಕ: ಟೆಕ್ಕಿ ಪುಣೆಯಲ್ಲಿ ಅರೆಸ್ಟ್ bbox=[9, 619, 225, 665]
article-punjab-body1: ಕೃಷಿ ತ್ಯಾಜ್ಯ ದಹನದ 122 ಹೊಸ ಪ್ರಕರಣಗಳು ಪಂಜಾಬ್‌ನಲ್ಲಿ ಒಂದೇ ದಿನದಲ್ಲಿ ದಾಖಲಾಗಿವೆ. ಈ ಋತುವಿನಲ್ಲೇ ಇದು ಗರಿಷ್ಠ ಪ್ರಮಾಣ. ಇದರೊಂದಿಗೆ ಈ ಋತುವಿನ ಒಟ್ಟು ಪ್ರಕರಣಗಳ ಸಂಖ್ಯೆ 741ಕ್ಕೆ ತಲುಪಿದೆ. bbox=[8, 956, 156, 1011]
cyclone-sea-photo bbox=[397, 730, 573, 804]
article-border-clash-top bbox=[406, 1202, 622, 1300]
article-sabarimala-rest bbox=[757, 320, 939, 452]
article-vijay-dateline: ಚೆನ್ನೈ: bbox=[8, 396, 25, 406]
article-banks-body1: ಸಾರ್ವಜನಿಕ ವಲಯದ ಬ್ಯಾಂಕ್‌ಗಳಲ್ಲಿ 49% ವಿದೇಶಿ ನೇರ ಹೂಡಿಕೆಗೆ ಭಾರತ ಸರ್ಕಾರ ಅನುಮೋದನೆ ನೀಡುವ ಸಾಧ್ಯತೆ ಇದೆ. ಕಳೆದ ಎರಡು ತಿಂಗಳಿಂದ ಹಣಕಾಸು ಸಚಿವಾಲಯವು ದೇಶದ ಬ್ಯಾಂಕಿಂಗ್ ವಲಯದ ನಿಯಂತ್ರಕ ಸಂಸ್ಥೆಯಾದ ಭಾರತೀಯ ರಿಸರ್ವ್ ಬ್ಯಾಂಕ್ (ಆರ್‌ಬಿಐ) ಜೊತೆ ಈ ವಿಷಯದ ಬಗ್ಗೆ ಚರ್ಚಿಸುತ್ತಿದೆ. ಈ ಪ್ರಸ್ತಾವನೆಯನ್ನು ಇನ್ನೂ ಅಂತಿಮಗೊಳಿಸಲಾಗಿಲ್ಲ. bbox=[757, 855, 939, 921]
article-deport bbox=[8, 56, 458, 306]
article-sabarimala-body1: ಶಬರಿಮಲೆ ದೇವಾಲಯದ ಚಿನ್ನ ಕಳ್ಳತನ ಪ್ರಕರಣದಲ್ಲಿ ಭಾಗಿಯಾಗಿರುವವರೊಂದಿಗೆ ಕೇರಳದ ದೇವಸ್ವಂ ಸಚಿವ ವಿ.ಎನ್. ವಾಸವನ್ ಸಂಬಂಧ ಹೊಂದಿದ್ದಾರೆ ಎಂದು ಬಿಜೆಪಿ ಆರೋಪಿಸಿದೆ. ಅಲ್ಲದೇ ಈ ಪ್ರಕರಣ ತನಿಖೆಯನ್ನು ಕೇಂದ್ರ ತನಿಖಾ ಸಂಸ್ಥೆಗೆ ವಹಿಸುವಂತೆ ಪಕ್ಷ ಆಗ್ರಹಿಸಿದೆ. bbox=[757, 104, 939, 159]
article-jaishankar-body2: ಪ್ರಧಾನಿ ನರೇಂದ್ರ ಮೋದಿ ಅವರ ಮಲೇಷ್ಯಾ ಭೇಟಿಯ ಬೆನ್ನಲ್ಲೇ ನಡೆದ ಈ ಮಾತುಕತೆಯು ಉಭಯ ದೇಶಗಳ ವ್ಯಾಪಾರ ಒಪ್ಪಂದದ ಮಾತುಕತೆಗೆ ವೇಗ ನೀಡಲಿದೆ ಎಂದು ವಿದೇಶಾಂಗ ಇಲಾಖೆ ಹೇಳಿದೆ. bbox=[464, 264, 748, 286]
article-alqaeda bbox=[8, 618, 226, 884]
article-sabarimala-headline: ಶಬರಿಮಲೆ ಚಿನ್ನ ಕಳ್ಳತನ ಪ್ರಕರಣದಲ್ಲಿ ಕೇರಳ ಸಚಿವ ಭಾಗಿ bbox=[757, 57, 919, 92]
article-kangana-col bbox=[640, 1230, 840, 1420]
article-trade bbox=[327, 892, 752, 1164]
page-number: 7 bbox=[886, 7, 939, 55]
article-kabir-headline: ಯುಪಿ ಲಖೀಂಪುರ್ ಖೇರಿಯ ಮುಸ್ತಫಾಬಾದ್ ಇನ್ಮುಂದೆ 'ಕಬೀರ್ ಧಾಮ್': ಸಿಎಂ ಯೋಗಿ ಘೋಷಣೆ bbox=[757, 453, 908, 506]
article-ayodhya-col1 bbox=[240, 410, 488, 596]
article-kangana bbox=[628, 1172, 938, 1484]
article-kabir-dateline: ಲಖೀಂಪುರ್ ಖೇರಿ(ಉತ್ತರ ಪ್ರದೇಶ): bbox=[757, 514, 856, 524]
article-trade-body1: ಅಮೆರಿಕದ ಜತೆ ಸಂಭಾವ್ಯ ವ್ಯಾಪಾರ ಒಪ್ಪಂದಕ್ಕೆ ಸಂಬಂಧಿಸಿದಂತೆ ಉಭಯ ದೇಶಗಳ ನಡುವೆ ಮೂಲ ಒಪ್ಪಂದವೊಂದು ಏರ್ಪಟ್ಟಿದೆ ಎಂದು ಚೀನಾ ಹೇಳಿದೆ. ಟ್ರಂಪ್ ಅವರ ಏಷ್ಯಾ ಪ್ರವಾಸದ ವೇಳೆ ಈ ಒಪ್ಪಂದ ಅಂತಿಮಗೊಳ್ಳುವ ನಿರೀಕ್ಷೆ ಇದೆ. ಚೀನಾದ ಅಧ್ಯಕ್ಷ ಷಿ ಜಿನ್‌ಪಿಂಗ್ ಮತ್ತು ಅಮೆರಿಕ ಅಧ್ಯಕ್ಷ ಡೊನಾಲ್ಡ್ ಟ್ರಂಪ್ ಗುರುವಾರ ದಕ್ಷಿಣ ಕೊರಿಯಾದಲ್ಲಿ ಭೇಟಿಯಾಗಲಿದ್ದಾರೆ. bbox=[327, 934, 457, 1034]
article-cyclone-col1 bbox=[233, 730, 391, 884]
article-cyclone-headline: ಮೊಂಥಾ ಚಂಡಮಾರುತ: ಒಡಿಶಾದ 9 ಜಿಲ್ಲೆಗಳಲ್ಲಿ ರೆಡ್ ಅಲರ್ಟ್ bbox=[233, 695, 639, 717]
article-jaishankar-dateline: ಕೋಲಾಲಂಪುರ: bbox=[464, 108, 508, 118]
article-jaishankar-bottom bbox=[464, 264, 748, 306]
article-banks-body2: ಪ್ರಸ್ತುತ ಸಾರ್ವಜನಿಕ ಬ್ಯಾಂಕ್‌ಗಳಲ್ಲಿ ವಿದೇಶಿ ಹೂಡಿಕೆಯ ಮಿತಿ ಶೇ.20 ಇದ್ದು, ಸರ್ಕಾರದ ಪಾಲು ಕನಿಷ್ಠ ಶೇ.51 ಇರಬೇಕೆಂಬ ನಿಯಮವಿದೆ. ಖಾಸಗಿ ಬ್ಯಾಂಕ್‌ಗಳಲ್ಲಿ ಶೇ.74ರ ವರೆಗೆ ವಿದೇಶಿ ಹೂಡಿಕೆಗೆ ಅವಕಾಶವಿದೆ. ಹೊಸ ಪ್ರಸ್ತಾವನೆಯಂತೆ ಹೂಡಿಕೆದಾರರು ಶೇ.4.99ರಷ್ಟು ಹೆಚ್ಚುವರಿ ಪಾಲು ಪಡೆಯಲು ಸಾಧ್ಯವಾಗಲಿದೆ. ಎಸ್‌ಬಿಐ ಹೊರತುಪಡಿಸಿ ದೇಶದಲ್ಲಿ 11 ಸಾರ್ವಜನಿಕ ಬ್ಯಾಂಕ್‌ಗಳಿದ್ದು, ಬಹುತೇಕ ಬ್ಯಾಂಕ್‌ಗಳಲ್ಲಿ ಸರ್ಕಾರದ ಪಾಲು ಶೇ.60ಕ್ಕಿಂತ ಹೆಚ್ಚಿದೆ. ಈ ನಿರ್ಧಾರದಿಂದ ಬ್ಯಾಂಕಿಂಗ್ ವಲಯಕ್ಕೆ ಬಂಡವಾಳ ಹರಿವು ಹೆಚ್ಚಲಿದೆ ಎಂದು ತಜ್ಞರು ಅಭಿಪ್ರಾಯಪಟ್ಟಿದ್ದಾರೆ. ಹೂಡಿಕೆ ಮಿತಿ ಹೆಚ್ಚಳದ ಪ್ರಸ್ತಾವನೆ ಕುರಿತು ಶೀಘ್ರ ಅಧಿಕೃತ ಘೋಷಣೆ ಹೊರಬೀಳುವ ನಿರೀಕ್ಷೆಯಿದೆ. bbox=[757, 925, 939, 1047]
article-sabarimala-subhead: ಸಚಿವ ವಾಸವನ್ ಅವರ ಸಂಪರ್ಕ ಸ್ಪಷ್ಟ; ಬಿಜೆಪಿ ರಾಜ್ಯಾಧ್ಯಕ್ಷ: bbox=[757, 168, 923, 178]
article-punjab-dateline: ಚಂಡೀಗಢ: bbox=[8, 956, 38, 966]
article-border-clash-body2: ಈ ಘರ್ಷಣೆಯಲ್ಲಿ ತಾಲಿಬಾನ್ ಪಡೆಗಳ ಗುಂಡಿನ ಚಕಮಕಿಯಲ್ಲಿ 25 ಉಗ್ರರ ಸಾವಾಗಿದೆ ಎಂದು ಪಾಕ್ ಸೇನೆ ಹೇಳಿಕೊಂಡಿದೆ. ಕತಾರ್ ಮತ್ತು ಟರ್ಕಿಯ ಮಧ್ಯಸ್ಥಿಕೆಯಲ್ಲಿ ಕದನ ವಿರಾಮದ ಮಾತುಕತೆ ಮುಂದುವರಿದಿದ್ದು, ಗಡಿಯ ಉದ್ದಕ್ಕೂ ಉದ್ವಿಗ್ನ ಪರಿಸ್ಥಿತಿ ನಿರ್ಮಾಣವಾಗಿದೆ. ಘರ್ಷಣೆಯ ಹಿನ್ನೆಲೆಯಲ್ಲಿ ಗಡಿ ದಾಟುವ ಪ್ರಮುಖ ಮಾರ್ಗಗಳನ್ನು ಬಂದ್ ಮಾಡಲಾಗಿದೆ. bbox=[406, 1416, 622, 1471]
article-kangana-headline: ಕೋರ್ಟ್‌ಗೆ ಹಾಜರಾಗಿ ಕ್ಷಮೆ ಕೇಳಿದ ಕಂಗನಾ bbox=[641, 1183, 845, 1200]
article-alqaeda-dateline: ಪುಣೆ: bbox=[8, 686, 24, 696]
article-ayodhya bbox=[233, 312, 753, 688]
article-trade-body3: ಸುಂಕ, ರಫ್ತು ನಿಯಂತ್ರಣ, ವ್ಯಾಪಾರ ಮತ್ತು ಕೃಷಿ ಉತ್ಪನ್ನಗಳು, ಫೆಂಟನಿಲ್ ಸೇರಿದಂತೆ ಹಲವು ವಿಷಯಗಳ ಬಗ್ಗೆ ಉಭಯ ದೇಶಗಳ ನಡುವೆ ಒಮ್ಮತ ಮೂಡಿದೆ ಎಂದು ಚೀನಾದ ಅಧಿಕಾರಿಗಳು ತಿಳಿಸಿದ್ದಾರೆ. ಒಪ್ಪಂದದ ವಿವರಗಳನ್ನು ಶೀಘ್ರ ಪ್ರಕಟಿಸಲಾಗುವುದು ಎಂದು ವರದಿಯಾಗಿದೆ. bbox=[463, 1102, 752, 1135]
divider bbox=[8, 612, 230, 613]
article-punjab-col1 bbox=[8, 956, 156, 1162]
article-punjab-col2 bbox=[164, 1108, 316, 1162]
article-salman-headline: ಸಲ್ಮಾನ್ ಖಾನ್ ಭಯೋತ್ಪಾದಕ ಎಂದೆ ಕರೆದ ಪಾಕ್ bbox=[219, 1190, 382, 1231]
article-jaishankar bbox=[464, 58, 748, 306]
article-cyclone-col2 bbox=[397, 808, 573, 884]
article-border-clash-bottom bbox=[406, 1416, 622, 1484]
article-banks-headline: ಸಾರ್ವಜನಿಕ ಬ್ಯಾಂಕ್‌ಗಳಲಿ 49% ವಿದೇಶಿ ನೇರ ಹೂಡಿಕೆಗೆ ಅನುಮೋದನೆ ಸಾಧ್ಯತೆ bbox=[757, 796, 937, 831]
article-ayodhya-bcol1 bbox=[240, 604, 400, 686]
article-sabarimala-lead bbox=[757, 104, 939, 166]
